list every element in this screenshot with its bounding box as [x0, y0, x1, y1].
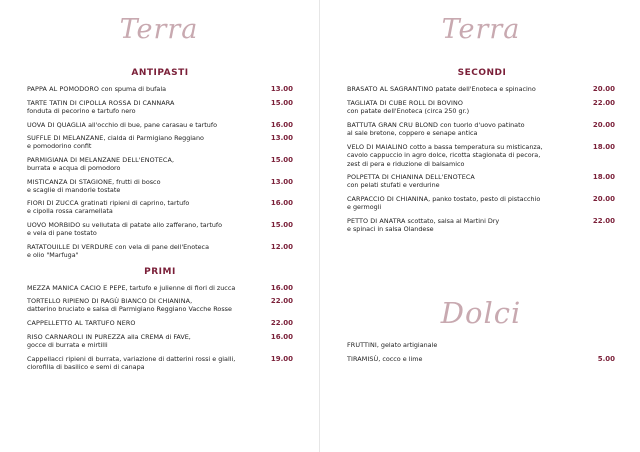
- menu-item: CARPACCIO DI CHIANINA, panko tostato, pesto di pistacchio e germogli: [347, 195, 541, 212]
- menu-item: RISO CARNAROLI IN PUREZZA alla CREMA di FAVE, gocce di burrata e mirtilli: [27, 333, 191, 350]
- price: 12.00: [270, 243, 293, 251]
- menu-page-right: [320, 0, 640, 452]
- menu-item: PARMIGIANA DI MELANZANE DELL'ENOTECA, burrata e acqua di pomodoro: [27, 156, 175, 173]
- menu-item: UOVA DI QUAGLIA all'occhio di bue, pane carasau e tartufo: [27, 121, 217, 129]
- price: 16.00: [270, 333, 293, 341]
- price: 18.00: [592, 143, 615, 151]
- price: 19.00: [270, 355, 293, 363]
- primi-heading: PRIMI: [144, 267, 176, 277]
- price: 22.00: [270, 319, 293, 327]
- price: 5.00: [597, 355, 615, 363]
- menu-item: BATTUTA GRAN CRU BLOND con tuorlo d'uovo patinato al sale bretone, coppero e senape antica: [347, 121, 525, 138]
- price: 15.00: [270, 99, 293, 107]
- menu-item: TORTELLO RIPIENO DI RAGÙ BIANCO DI CHIANINA, datterino bruciato e salsa di Parmigiano Reggiano Vacche Rosse: [27, 297, 232, 314]
- terra-logo: Terra: [119, 14, 199, 45]
- menu-item: PETTO DI ANATRA scottato, salsa al Martini Dry e spinaci in salsa Olandese: [347, 217, 500, 234]
- price: 22.00: [270, 297, 293, 305]
- menu-item: SUFFLE DI MELANZANE, cialda di Parmigiano Reggiano e pomodorino confit: [27, 134, 204, 151]
- secondi-heading: SECONDI: [457, 68, 507, 78]
- price: 13.00: [270, 178, 293, 186]
- menu-item: TAGLIATA DI CUBE ROLL DI BOVINO con patate dell'Enoteca (circa 250 gr.): [347, 99, 470, 116]
- menu-item: PAPPA AL POMODORO con spuma di bufala: [27, 85, 167, 93]
- menu-item: Cappellacci ripieni di burrata, variazione di datterini rossi e gialli, clorofilla di basilico e semi di canapa: [27, 355, 236, 372]
- dolci-logo: Dolci: [440, 296, 522, 330]
- price: 15.00: [270, 156, 293, 164]
- price: 18.00: [592, 173, 615, 181]
- menu-item: RATATOUILLE DI VERDURE con vela di pane dell'Enoteca e olio "Marfuga": [27, 243, 209, 260]
- price: 20.00: [592, 121, 615, 129]
- menu-item: CAPPELLETTO AL TARTUFO NERO: [27, 319, 136, 327]
- menu-item: MISTICANZA DI STAGIONE, frutti di bosco e scaglie di mandorle tostate: [27, 178, 161, 195]
- menu-item: TIRAMISÙ, cocco e lime: [347, 355, 423, 363]
- price: 16.00: [270, 284, 293, 292]
- price: 22.00: [592, 99, 615, 107]
- price: 20.00: [592, 85, 615, 93]
- price: 16.00: [270, 121, 293, 129]
- menu-item: MEZZA MANICA CACIO E PEPE, tartufo e julienne di fiori di zucca: [27, 284, 236, 292]
- price: 13.00: [270, 85, 293, 93]
- menu-item: FRUTTINI, gelato artigianale: [347, 341, 438, 349]
- price: 15.00: [270, 221, 293, 229]
- menu-item: POLPETTA DI CHIANINA DELL'ENOTECA con pelati stufati e verdurine: [347, 173, 475, 190]
- price: 22.00: [592, 217, 615, 225]
- price: 16.00: [270, 199, 293, 207]
- price: 20.00: [592, 195, 615, 203]
- menu-item: BRASATO AL SAGRANTINO patate dell'Enoteca e spinacino: [347, 85, 536, 93]
- antipasti-heading: ANTIPASTI: [131, 68, 189, 78]
- terra-logo: Terra: [441, 14, 521, 45]
- menu-item: UOVO MORBIDO su vellutata di patate allo zafferano, tartufo e vela di pane tostato: [27, 221, 223, 238]
- price: 13.00: [270, 134, 293, 142]
- menu-item: FIORI DI ZUCCA gratinati ripieni di caprino, tartufo e cipolla rossa caramellata: [27, 199, 190, 216]
- menu-item: VELO DI MAIALINO cotto a bassa temperatura su misticanza, cavolo cappuccio in agro dolce, ricotta stagionata di pecora, zest di pera e riduzione di balsamico: [347, 143, 543, 168]
- menu-item: TARTE TATIN DI CIPOLLA ROSSA DI CANNARA fonduta di pecorino e tartufo nero: [27, 99, 175, 116]
